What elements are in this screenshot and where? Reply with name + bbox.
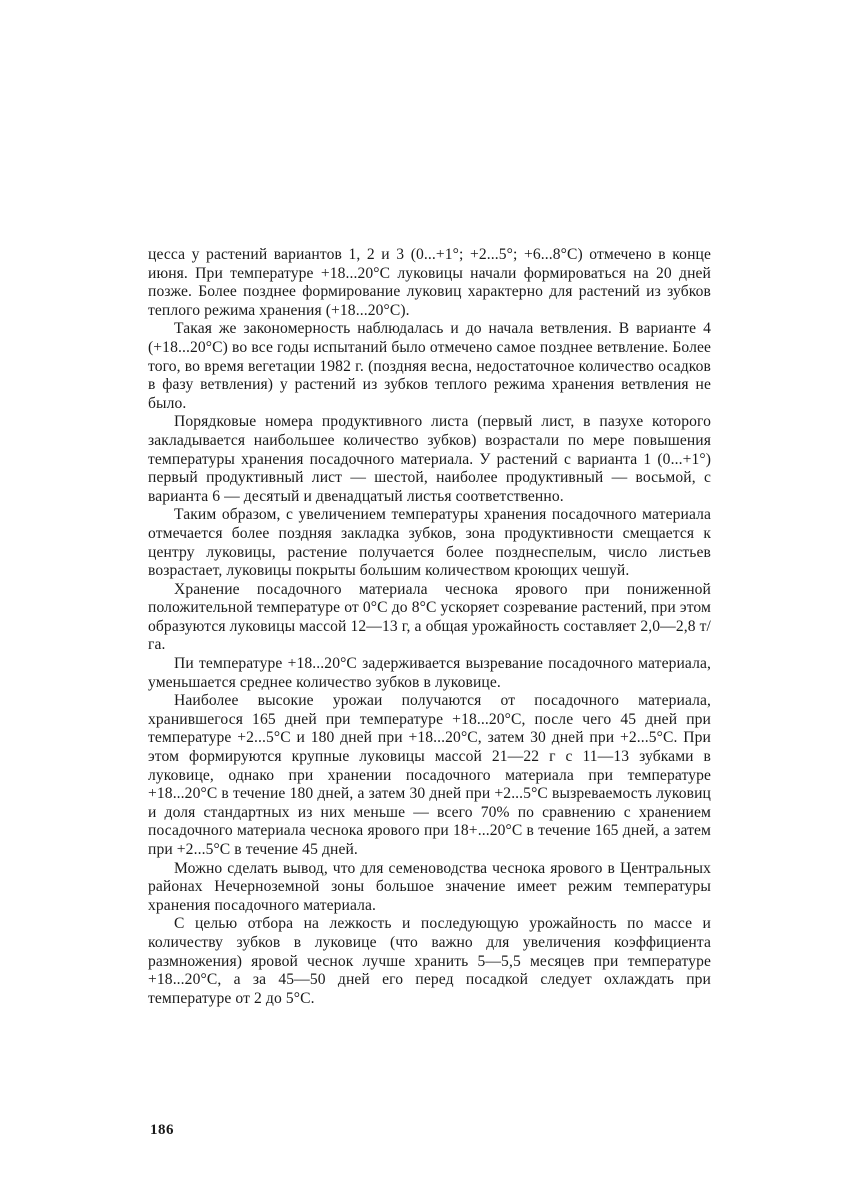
paragraph-high-temperature: Пи температуре +18...20°С задерживается вызревание посадочного материала, уменьшается среднее количество зубков в луковице. (148, 655, 711, 691)
paragraph-productive-leaf: Порядковые номера продуктивного листа (первый лист, в пазухе которого закладывается наибольшее количество зубков) возрастали по мере повышения температуры хранения посадочного материала. У растений с варианта 1 (0...+1°) первый продуктивный лист — шестой, наиболее продуктивный — восьмой, с варианта 6 — десятый и двенадцатый листья соответственно. (148, 413, 711, 505)
body-text (148, 246, 711, 1008)
paragraph-branching: Такая же закономерность наблюдалась и до начала ветвления. В варианте 4 (+18...20°С) во все годы испытаний было отмечено самое позднее ветвление. Более того, во время вегетации 1982 г. (поздняя весна, недостаточное количество осадков в фазу ветвления) у растений из зубков теплого режима хранения ветвления не было. (148, 320, 711, 412)
paragraph-continuation: цесса у растений вариантов 1, 2 и 3 (0...+1°; +2...5°; +6...8°С) отмечено в конце июня. При температуре +18...20°С луковицы начали формироваться на 20 дней позже. Более позднее формирование луковиц характерно для растений из зубков теплого режима хранения (+18...20°С). (148, 246, 711, 319)
paragraph-low-temperature: Хранение посадочного материала чеснока ярового при пониженной положительной температуре от 0°С до 8°С ускоряет созревание растений, при этом образуются луковицы массой 12—13 г, а общая урожайность составляет 2,0—2,8 т/га. (148, 580, 711, 654)
paragraph-highest-yield: Наиболее высокие урожаи получаются от посадочного материала, хранившегося 165 дней при температуре +18...20°С, после чего 45 дней при температуре +2...5°С и 180 дней при +18...20°С, затем 30 дней при +2...5°С. При этом формируются крупные луковицы массой 21—22 г с 11—13 зубками в луковице, однако при хранении посадочного материала при температуре +18...20°С в течение 180 дней, а затем 30 дней при +2...5°С вызреваемость луковиц и доля стандартных из них меньше — всего 70% по сравнению с хранением посадочного материала чеснока ярового при 18+...20°С в течение 165 дней, а затем при +2...5°С в течение 45 дней. (148, 692, 711, 858)
page-number: 186 (150, 1122, 174, 1138)
paragraph-recommendation: С целью отбора на лежкость и последующую урожайность по массе и количеству зубков в луковице (что важно для увеличения коэффициента размножения) яровой чеснок лучше хранить 5—5,5 месяцев при температуре +18...20°С, а за 45—50 дней его перед посадкой следует охлаждать при температуре от 2 до 5°С. (148, 915, 711, 1007)
paragraph-conclusion-storage: Таким образом, с увеличением температуры хранения посадочного материала отмечается более поздняя закладка зубков, зона продуктивности смещается к центру луковицы, растение получается более позднеспелым, число листьев возрастает, луковицы покрыты большим количеством кроющих чешуй. (148, 506, 711, 580)
paragraph-seed-production: Можно сделать вывод, что для семеноводства чеснока ярового в Центральных районах Нечерноземной зоны большое значение имеет режим температуры хранения посадочного материала. (148, 859, 711, 914)
